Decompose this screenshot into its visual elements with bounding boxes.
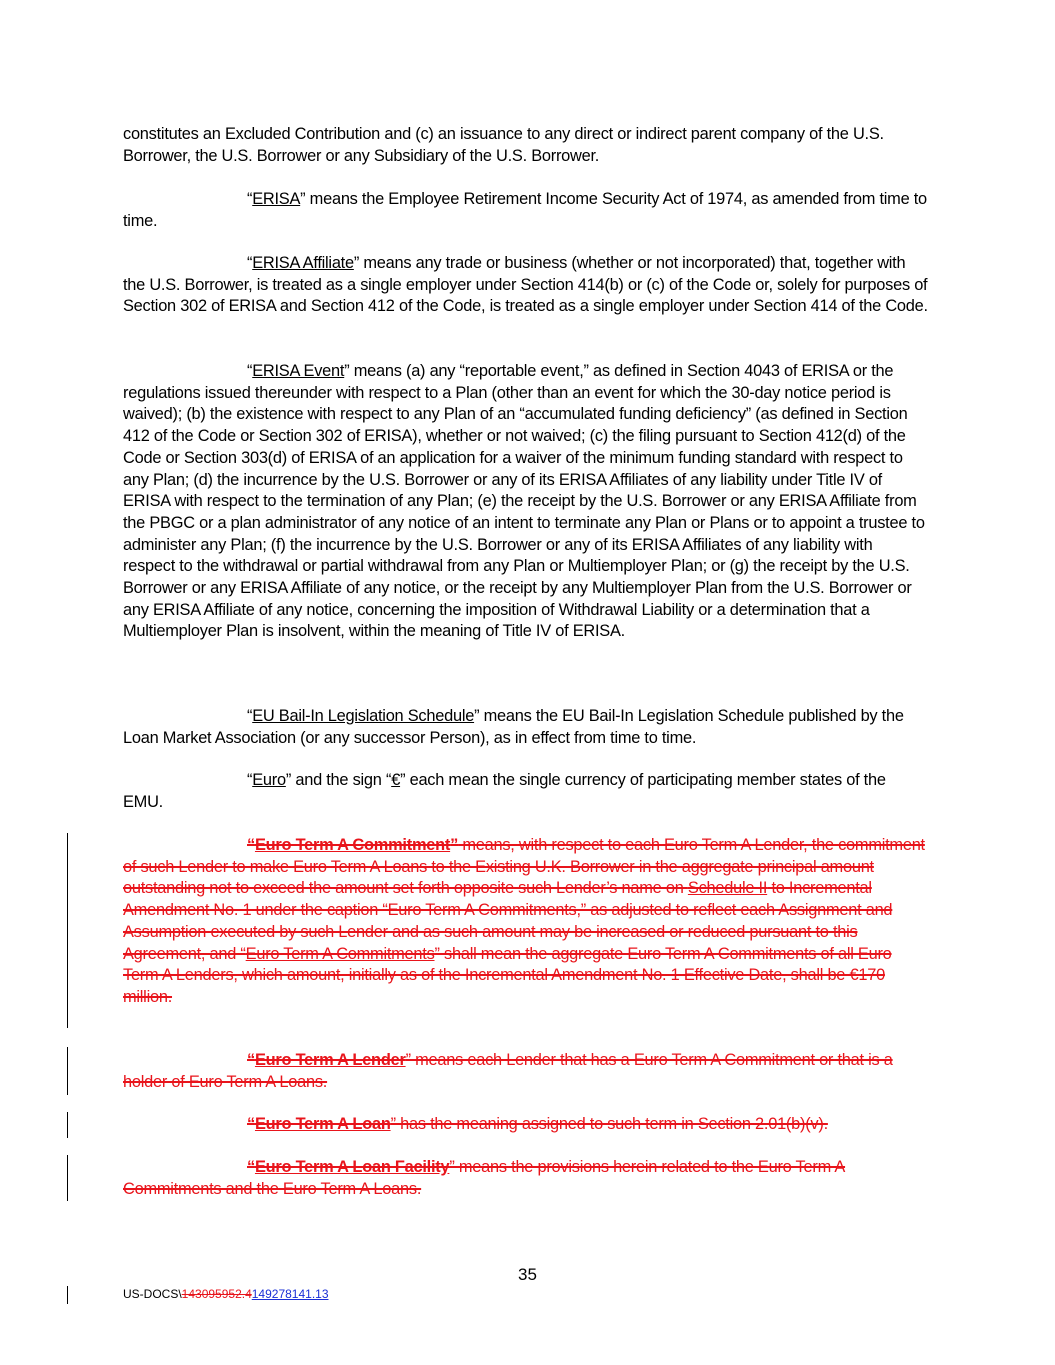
definition-euro: “Euro” and the sign “€” each mean the single currency of participating member states of the EMU. <box>123 771 886 811</box>
defined-term: ERISA Event <box>252 362 345 380</box>
change-bar <box>67 1047 68 1095</box>
change-bar <box>67 1286 68 1304</box>
defined-term: Euro Term A Commitments <box>245 944 435 963</box>
deleted-definition-euro-term-a-loan: “Euro Term A Loan” has the meaning assigned to such term in Section 2.01(b)(v). <box>247 1115 828 1133</box>
change-bar <box>67 1112 68 1138</box>
deleted-definition-euro-term-a-loan-facility: “Euro Term A Loan Facility” means the provisions herein related to the Euro Term A Commitments and the Euro Term A Loans. <box>123 1158 846 1198</box>
paragraph-continuation: constitutes an Excluded Contribution and (c) an issuance to any direct or indirect parent company of the U.S. Borrower, the U.S. Borrower or any Subsidiary of the U.S. Borrower. <box>123 125 884 165</box>
definition-erisa-event: “ERISA Event” means (a) any “reportable event,” as defined in Section 4043 of ERISA or the regulations issued thereunder with respect to a Plan (other than an event for which the 30-day notice period is waived); (b) the existence with respect to any Plan of an “accumulated funding deficiency” (as defined in Section 412 of the Code or Section 302 of ERISA), whether or not waived; (c) the filing pursuant to Section 412(d) of the Code or Section 303(d) of ERISA of an application for a waiver of the minimum funding standard with respect to any Plan; (d) the incurrence by the U.S. Borrower or any of its ERISA Affiliates of any liability under Title IV of ERISA with respect to the termination of any Plan; (e) the receipt by the U.S. Borrower or any ERISA Affiliate from the PBGC or a plan administrator of any notice of an intent to terminate any Plan or Plans or to appoint a trustee to administer any Plan; (f) the incurrence by the U.S. Borrower or any of its ERISA Affiliates of any liability with respect to the withdrawal or partial withdrawal from any Plan or Multiemployer Plan; or (g) the receipt by the U.S. Borrower or any ERISA Affiliate of any notice, or the receipt by any Multiemployer Plan from the U.S. Borrower or any ERISA Affiliate of any notice, concerning the imposition of Withdrawal Liability or a determination that a Multiemployer Plan is insolvent, within the meaning of Title IV of ERISA. <box>123 362 925 641</box>
change-bar <box>67 1155 68 1201</box>
deleted-doc-id: 143095952.4 <box>181 1287 252 1301</box>
schedule-reference: Schedule II <box>687 879 768 898</box>
defined-term: ERISA Affiliate <box>252 254 354 272</box>
defined-term: ERISA <box>252 190 301 208</box>
definition-eu-bail-in: “EU Bail-In Legislation Schedule” means the EU Bail-In Legislation Schedule published by the Loan Market Association (or any successor Person), as in effect from time to time. <box>123 707 904 747</box>
definition-erisa-affiliate: “ERISA Affiliate” means any trade or business (whether or not incorporated) that, together with the U.S. Borrower, is treated as a single employer under Section 414(b) or (c) of the Code or, solely for purposes of Section 302 of ERISA and Section 412 of the Code, is treated as a single employer under Section 414 of the Code. <box>123 254 928 316</box>
defined-term: EU Bail-In Legislation Schedule <box>252 707 475 725</box>
defined-term: Euro Term A Loan <box>254 1115 391 1133</box>
page-number: 35 <box>518 1265 537 1284</box>
deleted-definition-euro-term-a-lender: “Euro Term A Lender” means each Lender that has a Euro Term A Commitment or that is a holder of Euro Term A Loans. <box>123 1051 893 1091</box>
document-id-footer: US-DOCS\143095952.4149278141.13 <box>123 1287 329 1301</box>
defined-term: Euro Term A Commitment <box>254 836 451 854</box>
inserted-doc-id[interactable]: 149278141.13 <box>251 1287 329 1301</box>
defined-term: Euro Term A Lender <box>254 1051 406 1069</box>
change-bar <box>67 833 68 1028</box>
deleted-definition-euro-term-a-commitment: “Euro Term A Commitment” means, with respect to each Euro Term A Lender, the commitment of such Lender to make Euro Term A Loans to the Existing U.K. Borrower in the aggregate principal amount outstanding not to exceed the amount set forth opposite such Lender’s name on Schedule II to Incremental Amendment No. 1 under the caption “Euro Term A Commitments,” as adjusted to reflect each Assignment and Assumption executed by such Lender and as such amount may be increased or reduced pursuant to this Agreement, and “Euro Term A Commitments” shall mean the aggregate Euro Term A Commitments of all Euro Term A Lenders, which amount, initially as of the Incremental Amendment No. 1 Effective Date, shall be €170 million. <box>123 836 925 1006</box>
definition-erisa: “ERISA” means the Employee Retirement Income Security Act of 1974, as amended from time to time. <box>123 190 927 230</box>
euro-sign: € <box>391 771 401 789</box>
defined-term: Euro <box>252 771 286 789</box>
defined-term: Euro Term A Loan Facility <box>254 1158 450 1176</box>
